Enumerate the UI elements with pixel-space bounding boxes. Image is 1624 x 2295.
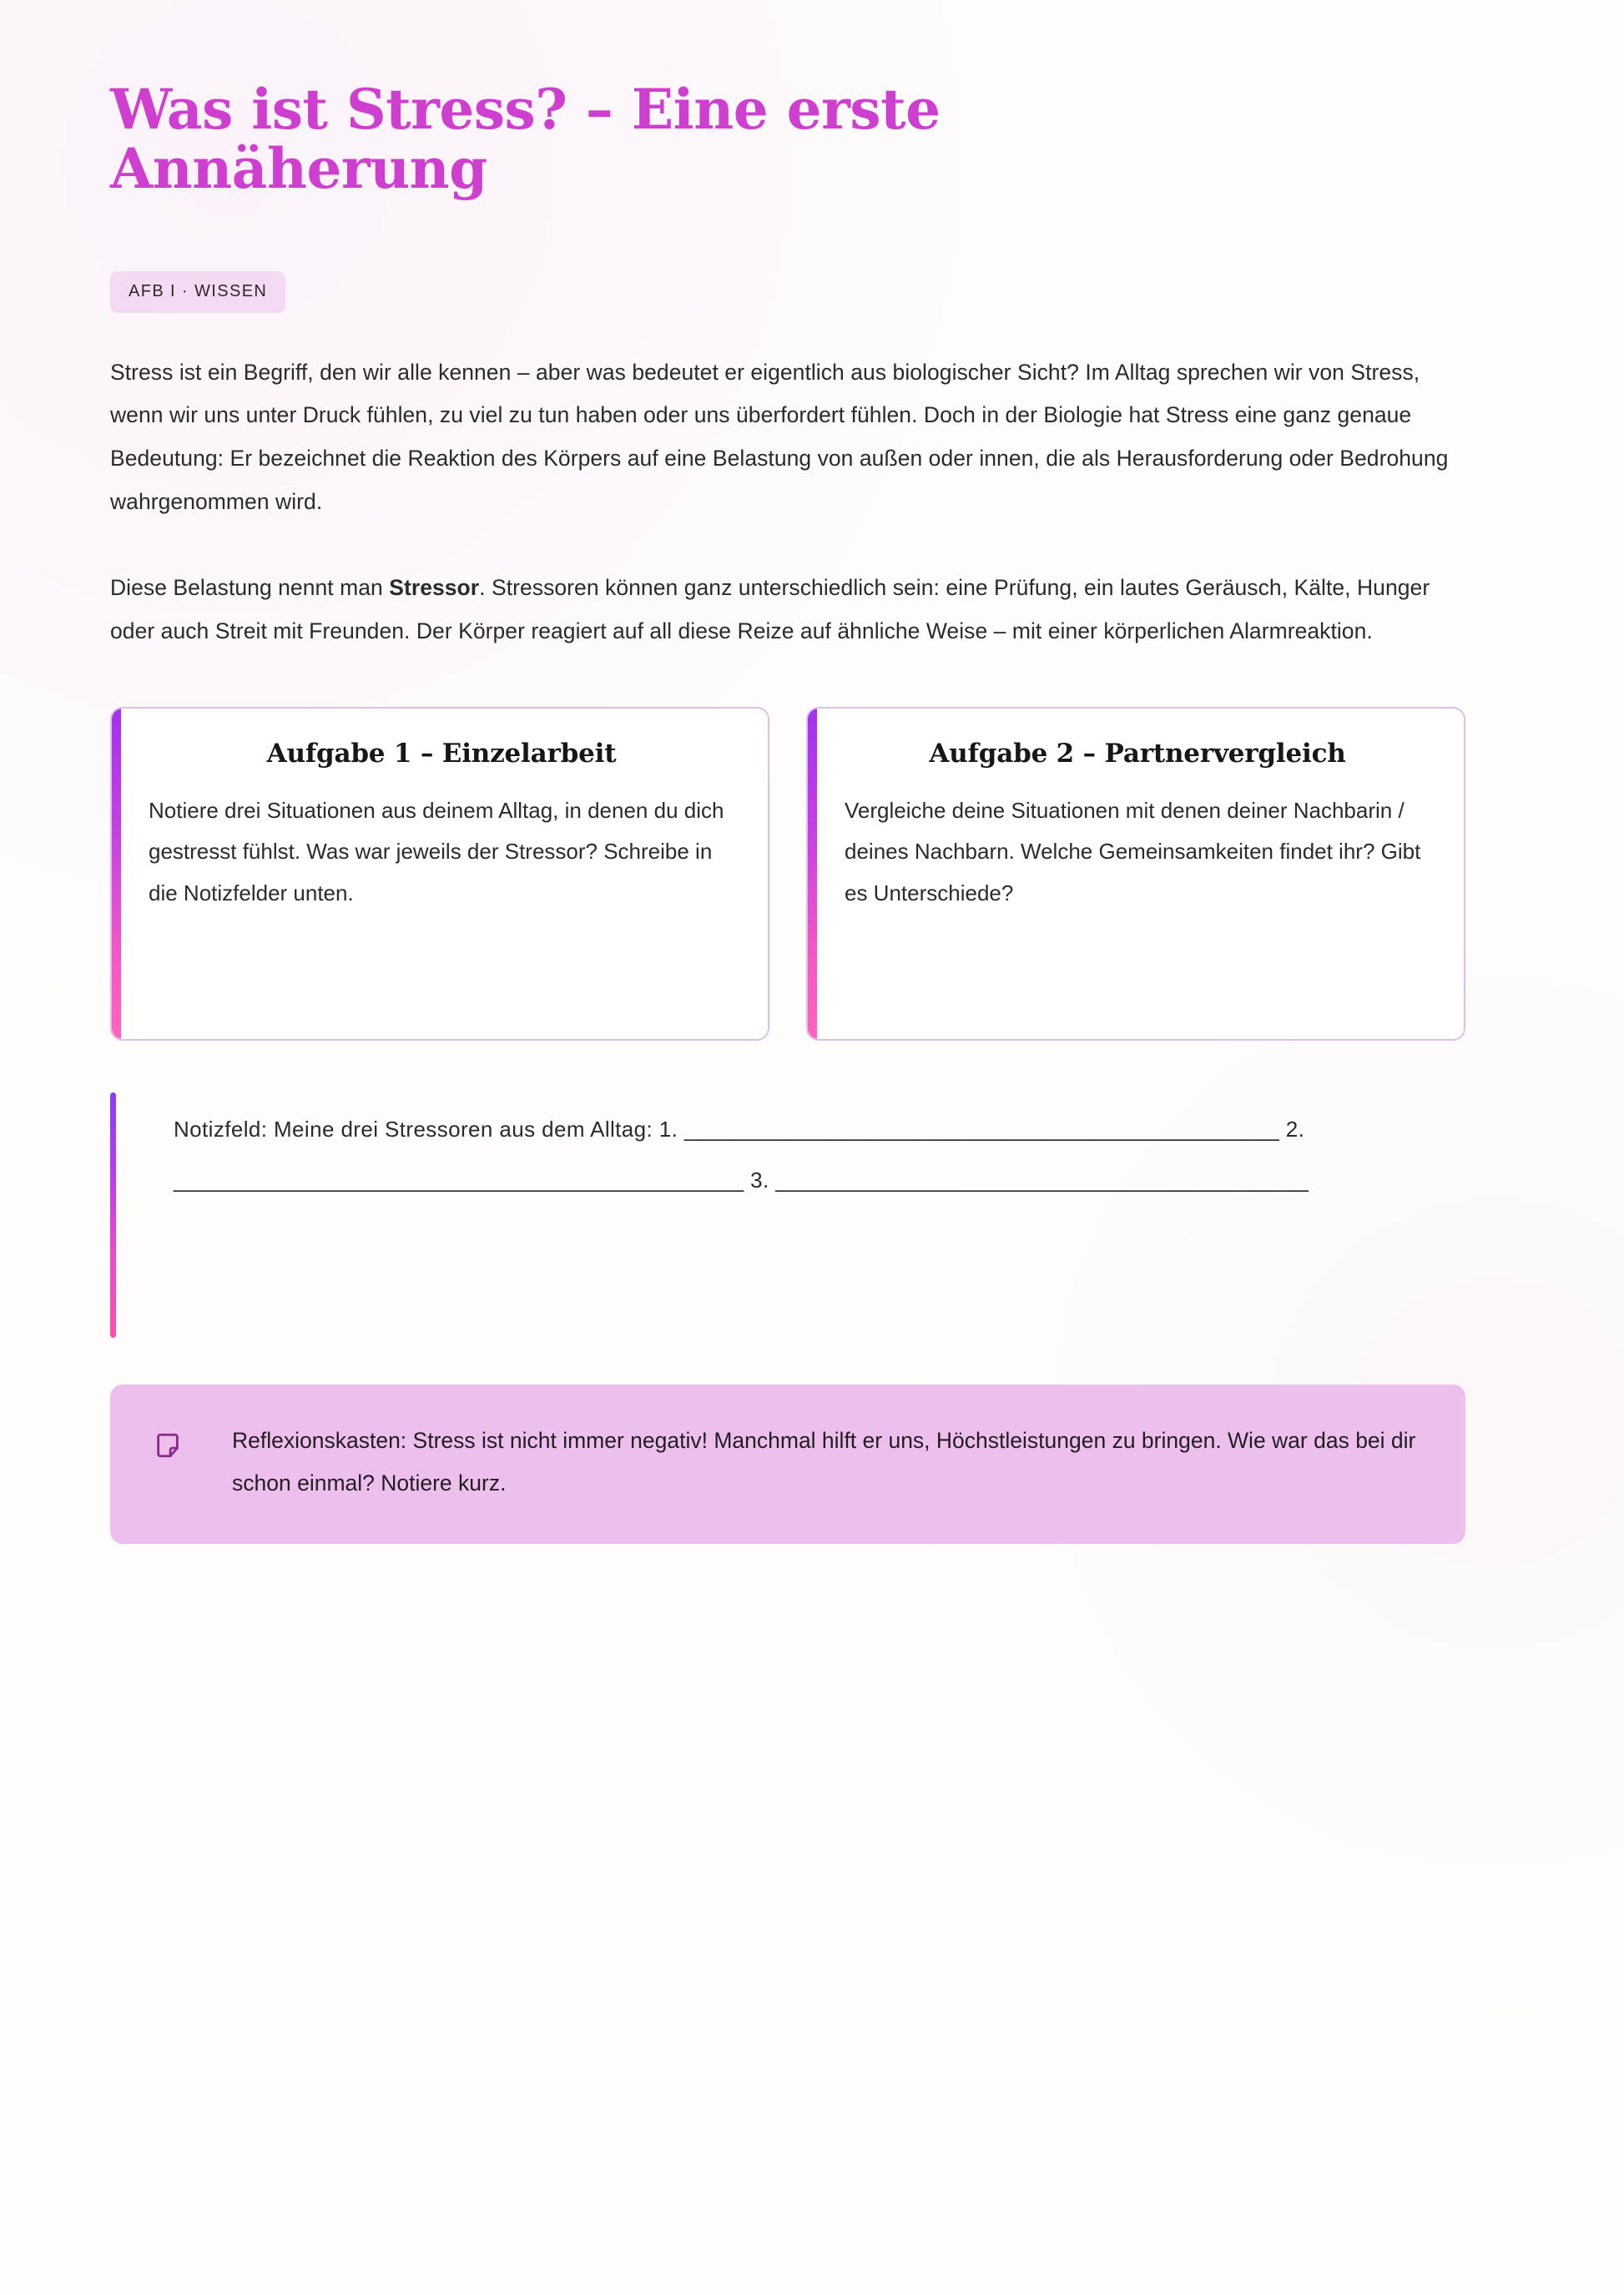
- intro-paragraph-2: [110, 567, 1465, 653]
- badge-row: [110, 271, 1465, 313]
- task-card-2: [806, 707, 1465, 1041]
- notes-field[interactable]: [110, 1092, 1465, 1338]
- notes-field-text: Notizfeld: Meine drei Stressoren aus dem Alltag: 1. ________________________________________________ 2. ______________________________________________ 3. ___________________________________________: [174, 1116, 1309, 1193]
- status-badge: AFB I · WISSEN: [110, 271, 285, 313]
- card-accent-bar-1: [112, 709, 121, 1039]
- sticky-note-icon: [154, 1431, 182, 1460]
- task-card-1-title: Aufgabe 1 – Einzelarbeit: [266, 738, 617, 769]
- card-accent-bar-2: [808, 709, 817, 1039]
- intro-paragraph-1: Stress ist ein Begriff, den wir alle kennen – aber was bedeutet er eigentlich aus biologischer Sicht? Im Alltag sprechen wir von Stress, wenn wir uns unter Druck fühlen, zu viel zu tun haben oder uns überfordert fühlen. Doch in der Biologie hat Stress eine ganz genaue Bedeutung: Er bezeichnet die Reaktion des Körpers auf eine Belastung von außen oder innen, die als Herausforderung oder Bedrohung wahrgenommen wird.: [110, 359, 1449, 514]
- task-card-1: [110, 707, 769, 1041]
- task-card-2-body: Vergleiche deine Situationen mit denen deiner Nachbarin / deines Nachbarn. Welche Gemeinsamkeiten findet ihr? Gibt es Unterschiede?: [845, 797, 1421, 906]
- intro-paragraph-2-before: Diese Belastung nennt man: [110, 575, 390, 601]
- task-card-1-body: Notiere drei Situationen aus deinem Alltag, in denen du dich gestresst fühlst. Was war jeweils der Stressor? Schreibe in die Notizfelder unten.: [149, 797, 724, 906]
- page-title: Was ist Stress? – Eine erste Annäherung: [110, 77, 941, 202]
- reflection-box-text: Reflexionskasten: Stress ist nicht immer negativ! Manchmal hilft er uns, Höchstleistungen zu bringen. Wie war das bei dir schon einmal? Notiere kurz.: [232, 1427, 1416, 1496]
- reflection-box: [110, 1385, 1465, 1544]
- notes-accent-bar: [110, 1092, 116, 1338]
- intro-paragraph-2-after: . Stressoren können ganz unterschiedlich sein: eine Prüfung, ein lautes Geräusch, Kälte, Hunger oder auch Streit mit Freunden. Der Körper reagiert auf all diese Reize auf ähnliche Weise – mit einer körperlichen Alarmreaktion.: [110, 575, 1430, 643]
- task-cards: [110, 707, 1465, 1041]
- stressor-term: Stressor: [389, 575, 480, 601]
- task-card-2-title: Aufgabe 2 – Partnervergleich: [929, 738, 1346, 769]
